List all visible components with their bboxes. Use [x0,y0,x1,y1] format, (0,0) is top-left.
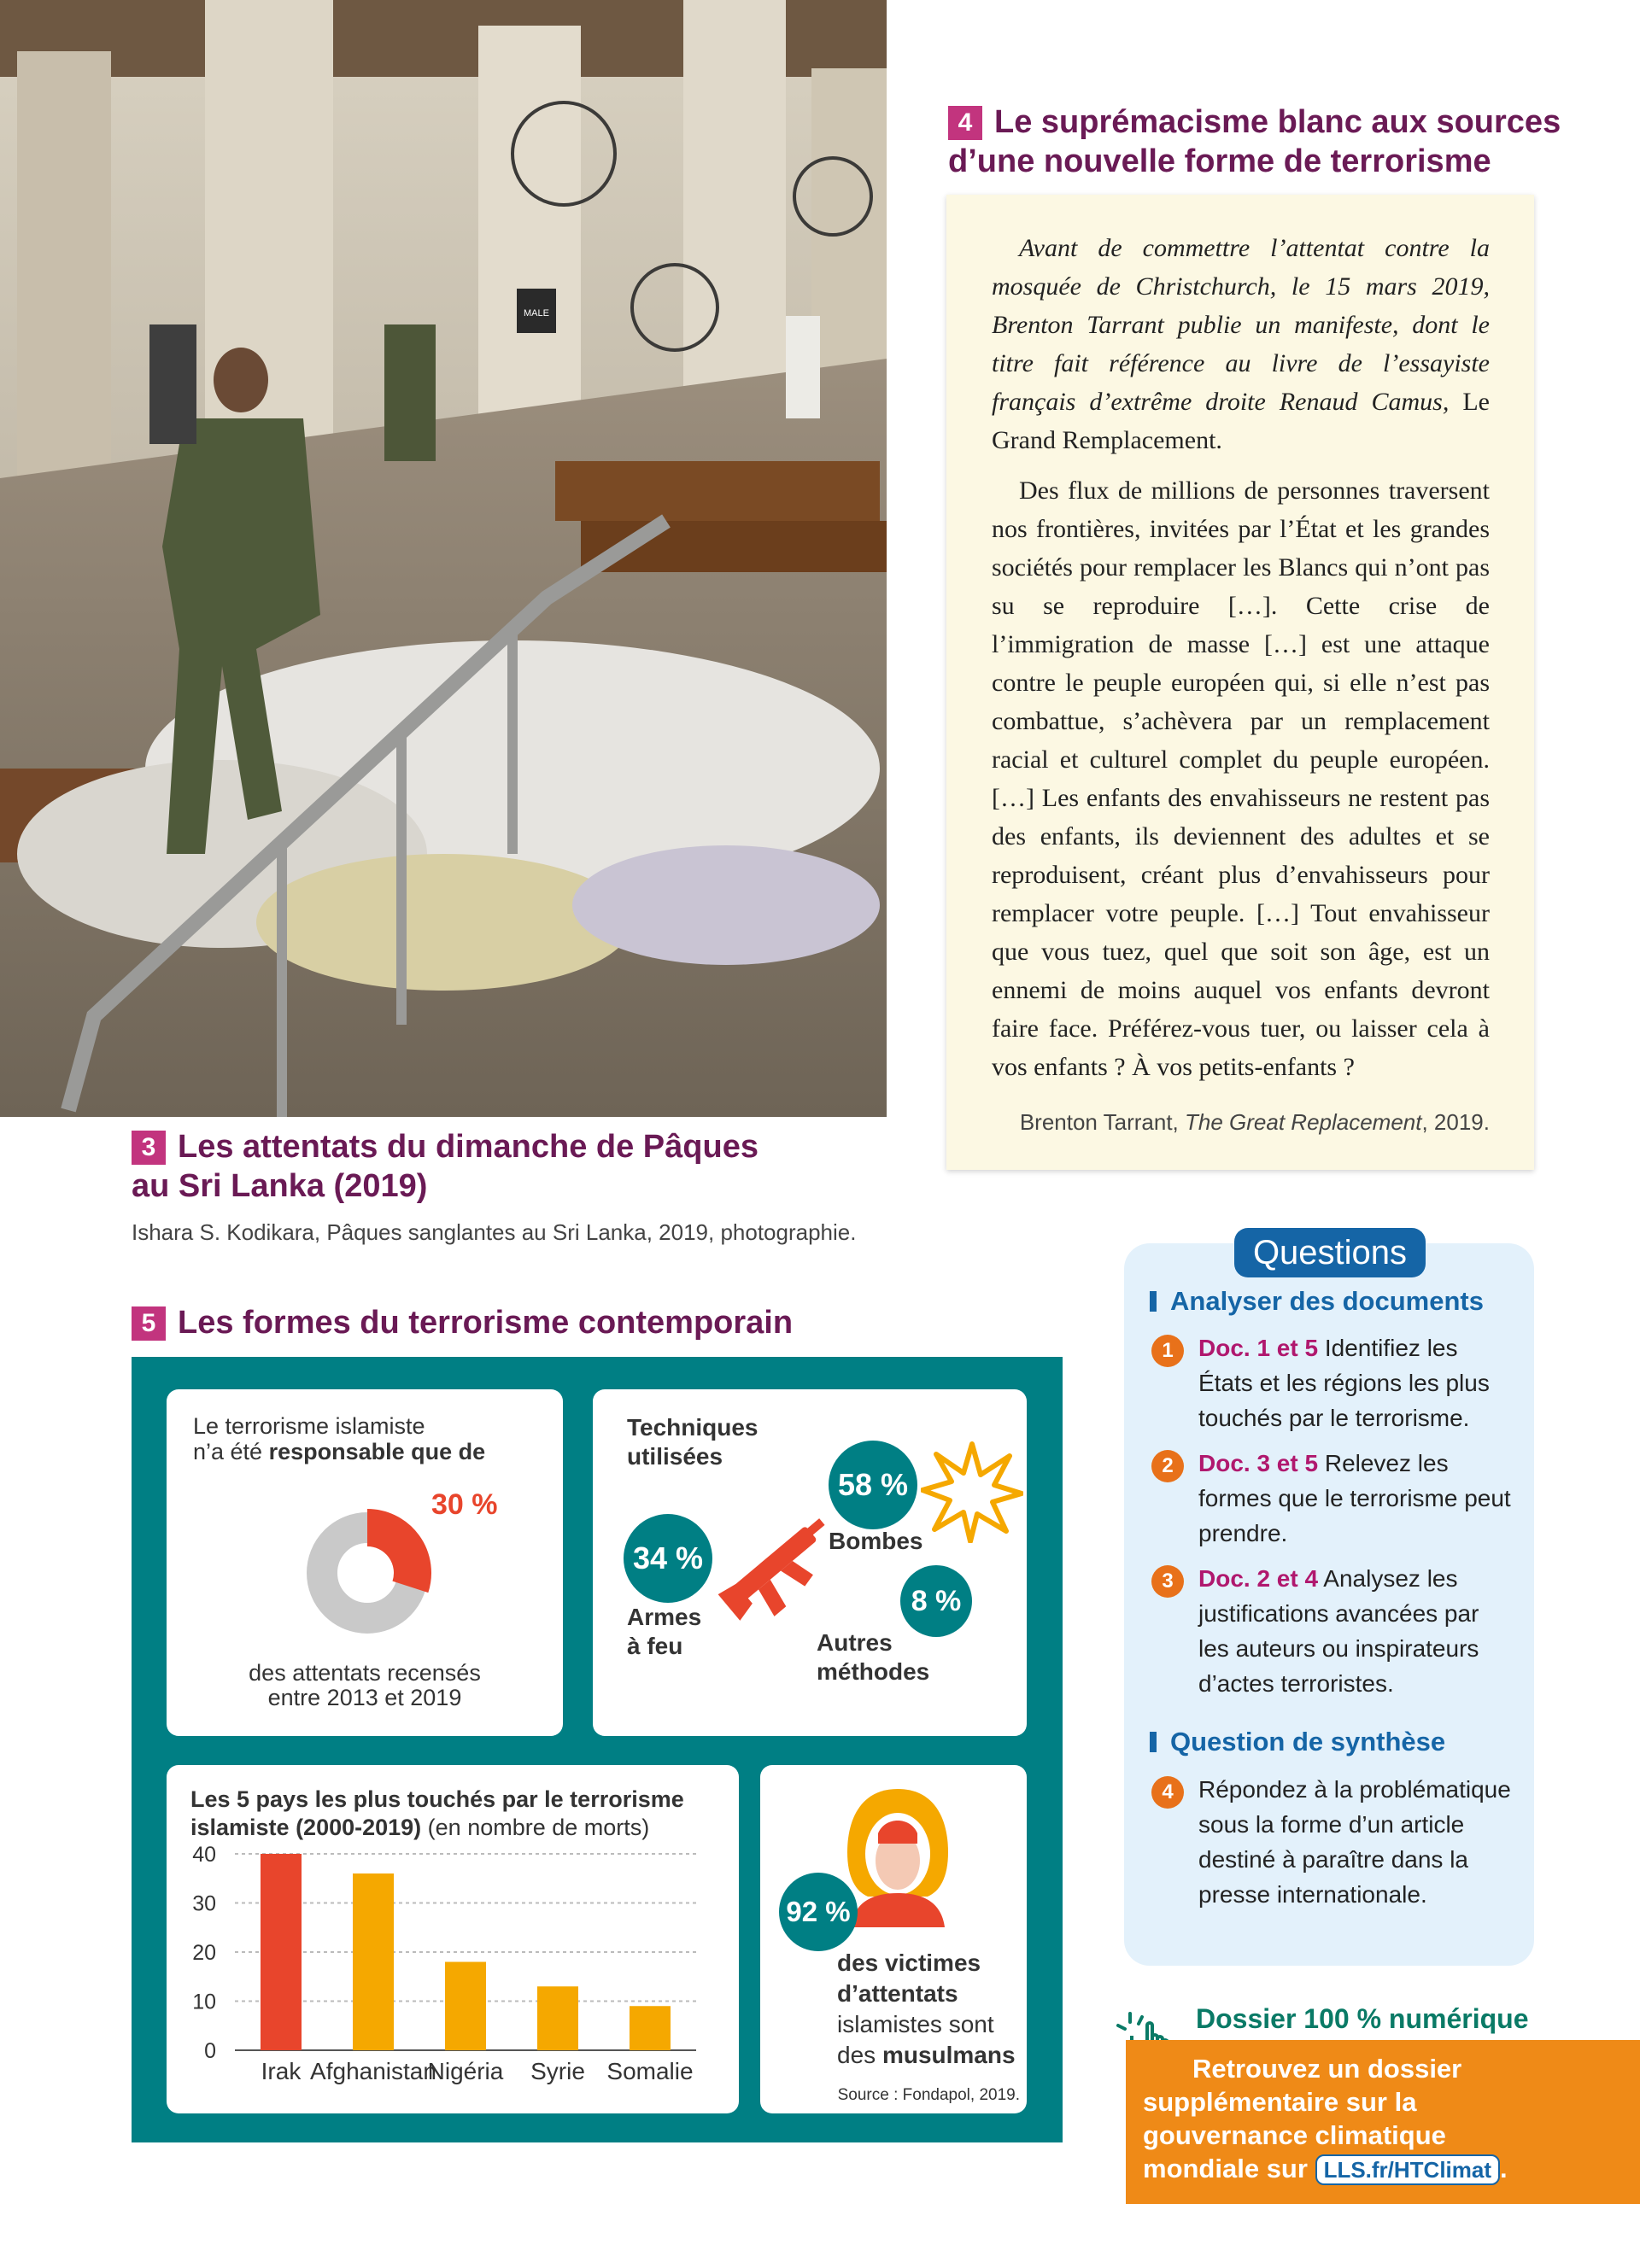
photo-sign: MALE [524,308,549,319]
explosion-icon [921,1441,1023,1543]
islamist-share-card [167,1389,563,1736]
question-3 [1198,1561,1514,1701]
bombs-label: Bombes [829,1528,923,1554]
dossier-end: . [1500,2154,1508,2183]
doc3-credit: Ishara S. Kodikara, Pâques sanglantes au Sri Lanka, 2019, photographie. [132,1219,857,1245]
question-3-ref: Doc. 2 et 4 [1198,1565,1319,1592]
question-2-text: Relevez les formes que le terrorisme peut prendre. [1198,1450,1511,1546]
doc4-intro [992,229,1490,459]
question-1-number: 1 [1151,1335,1184,1367]
top5-countries-chart-card [167,1765,739,2113]
chart-category-label: Afghanistan [310,2058,436,2084]
chart-title [190,1786,684,1842]
chart-ytick-label: 30 [192,1891,216,1916]
chart-title-line2-rest: (en nombre de morts) [421,1815,650,1840]
doc3-number: 3 [132,1131,166,1165]
dossier-line1: Retrouvez un dossier [1192,2054,1462,2084]
chart-ytick-label: 20 [192,1941,216,1965]
chart-category-label: Syrie [530,2058,585,2084]
question-1-ref: Doc. 1 et 5 [1198,1335,1319,1361]
firearms-line2: à feu [627,1633,683,1659]
donut-islamist-slice [367,1528,413,1587]
bar-chart [167,1842,739,2113]
bombs-percent: 58 % [829,1441,917,1529]
islamist-line2-pre: n’a été [193,1439,263,1464]
techniques-title-line2: utilisées [627,1443,723,1470]
church-interior-illustration [0,0,887,1117]
doc4-quote-box [946,195,1534,1170]
victims-line4-bold: musulmans [882,2042,1016,2068]
firearms-label [627,1603,701,1661]
chart-bar-nigéria [445,1962,486,2051]
doc5-number: 5 [132,1306,166,1341]
chart-ytick-label: 10 [192,1990,216,2014]
other-line1: Autres [817,1629,893,1656]
islamist-share-text [193,1413,485,1464]
firearms-percent: 34 % [624,1514,712,1603]
dossier-link[interactable]: LLS.fr/HTClimat [1315,2154,1500,2185]
question-4-text: Répondez à la problématique sous la forme d’un article destiné à paraître dans la presse internationale. [1198,1776,1511,1908]
question-3-number: 3 [1151,1565,1184,1598]
doc3-title-line1: Les attentats du dimanche de Pâques [178,1129,758,1165]
doc3-title-line2: au Sri Lanka (2019) [132,1168,428,1204]
doc4-source-year: , 2019. [1421,1109,1490,1135]
islamist-donut [286,1492,448,1654]
rifle-icon [712,1500,840,1628]
doc4-intro-text: Avant de commettre l’attentat contre la mosquée de Christchurch, le 15 mars 2019, Brenton Tarrant publie un manifeste, dont le titre fait référence au livre de l’essayiste français d’extrême droite Renaud Camus, [992,234,1490,416]
dossier-line4 [1143,2152,1508,2185]
chart-title-line1: Les 5 pays les plus touchés par le terrorisme [190,1786,684,1812]
chart-ytick-label: 40 [192,1843,216,1867]
victims-line2: d’attentats [837,1980,958,2007]
doc4-manifesto-excerpt: Des flux de millions de personnes traversent nos frontières, invitées par l’État et les grandes sociétés pour remplacer les Blancs qui n’ont pas su se reproduire […]. Cette crise de l’immigration de masse […] est une attaque contre le peuple européen qui, si elle n’est pas combattue, s’achèvera par un remplacement racial et culturel complet du peuple européen. […] Les enfants des envahisseurs ne restent pas des enfants, ils deviennent des adultes et se reproduisent, créant plus d’envahisseurs pour remplacer votre peuple. […] Tout envahisseur que vous tuez, quel que soit son âge, est un ennemi de moins auquel vos enfants devront faire face. Préférez-vous tuer, ou laisser cela à vos enfants ? À vos petits-enfants ? [992,476,1490,1081]
techniques-title [627,1413,758,1471]
islamist-line1: Le terrorisme islamiste [193,1413,425,1439]
dossier-line4-text: mondiale sur [1143,2154,1308,2183]
islamist-line2 [193,1439,485,1464]
question-1 [1198,1330,1514,1435]
firearms-line1: Armes [627,1604,702,1630]
victims-line4 [837,2040,1016,2071]
dossier-line3: gouvernance climatique [1143,2120,1446,2150]
dossier-box [1126,2040,1640,2204]
questions-header: Questions [1234,1228,1426,1277]
chart-ytick-label: 0 [204,2039,216,2063]
doc4-title-line2: d’une nouvelle forme de terrorisme [948,143,1491,179]
dossier-title: Dossier 100 % numérique [1196,2003,1529,2034]
doc5-infographic [132,1357,1063,2142]
doc4-title-line1: Le suprémacisme blanc aux sources [994,104,1561,140]
question-2-number: 2 [1151,1450,1184,1482]
islamist-caption [167,1661,563,1710]
other-methods-percent: 8 % [900,1565,972,1637]
question-4-number: 4 [1151,1776,1184,1809]
islamist-caption-line2: entre 2013 et 2019 [267,1685,462,1710]
dossier-line2: supplémentaire sur la [1143,2087,1417,2117]
islamist-caption-line1: des attentats recensés [249,1660,481,1686]
chart-title-line2-bold: islamiste (2000-2019) [190,1815,422,1840]
doc5-title [132,1303,900,1342]
other-methods-label [817,1628,929,1686]
chart-title-line2 [190,1814,684,1842]
islamist-percent: 30 % [431,1488,498,1521]
techniques-title-line1: Techniques [627,1414,758,1441]
chart-category-label: Nigéria [427,2058,504,2084]
doc4-source [992,1103,1490,1142]
question-1-text: Identifiez les États et les régions les plus touchés par le terrorisme. [1198,1335,1490,1431]
doc4-title [948,102,1563,181]
doc4-book-title: Le Grand Remplacement. [992,388,1490,454]
doc5-title-text: Les formes du terrorisme contemporain [178,1305,794,1341]
victims-line3: islamistes sont [837,2011,994,2037]
section-analyze-documents [1150,1286,1484,1317]
techniques-card [593,1389,1027,1736]
photo-easter-attacks [0,0,887,1117]
doc3-title [132,1127,883,1206]
chart-bar-somalie [630,2006,671,2050]
section1-label: Analyser des documents [1170,1286,1484,1316]
chart-bar-syrie [537,1986,578,2050]
question-2-ref: Doc. 3 et 5 [1198,1450,1319,1476]
chart-category-label: Somalie [606,2058,694,2084]
dossier-text [1143,2052,1508,2185]
victims-source: Source : Fondapol, 2019. [837,2086,1020,2104]
chart-category-label: Irak [261,2058,302,2084]
chart-bar-afghanistan [353,1873,394,2050]
question-2 [1198,1446,1514,1551]
doc4-source-author: Brenton Tarrant, [1019,1109,1179,1135]
victims-text [837,1948,1016,2071]
section2-label: Question de synthèse [1170,1727,1446,1757]
chart-bar-irak [261,1854,302,2050]
victims-line4-pre: des [837,2042,876,2068]
islamist-line2-bold: responsable que de [268,1439,486,1464]
victims-line1: des victimes [837,1949,981,1976]
victims-percent: 92 % [779,1873,858,1951]
question-3-text: Analysez les justifications avancées par les auteurs ou inspirateurs d’actes terroristes. [1198,1565,1479,1697]
doc4-number: 4 [948,106,982,140]
section-synthesis [1150,1727,1445,1757]
doc4-source-title: The Great Replacement [1185,1109,1422,1135]
other-line2: méthodes [817,1658,930,1685]
victims-card [760,1765,1027,2113]
